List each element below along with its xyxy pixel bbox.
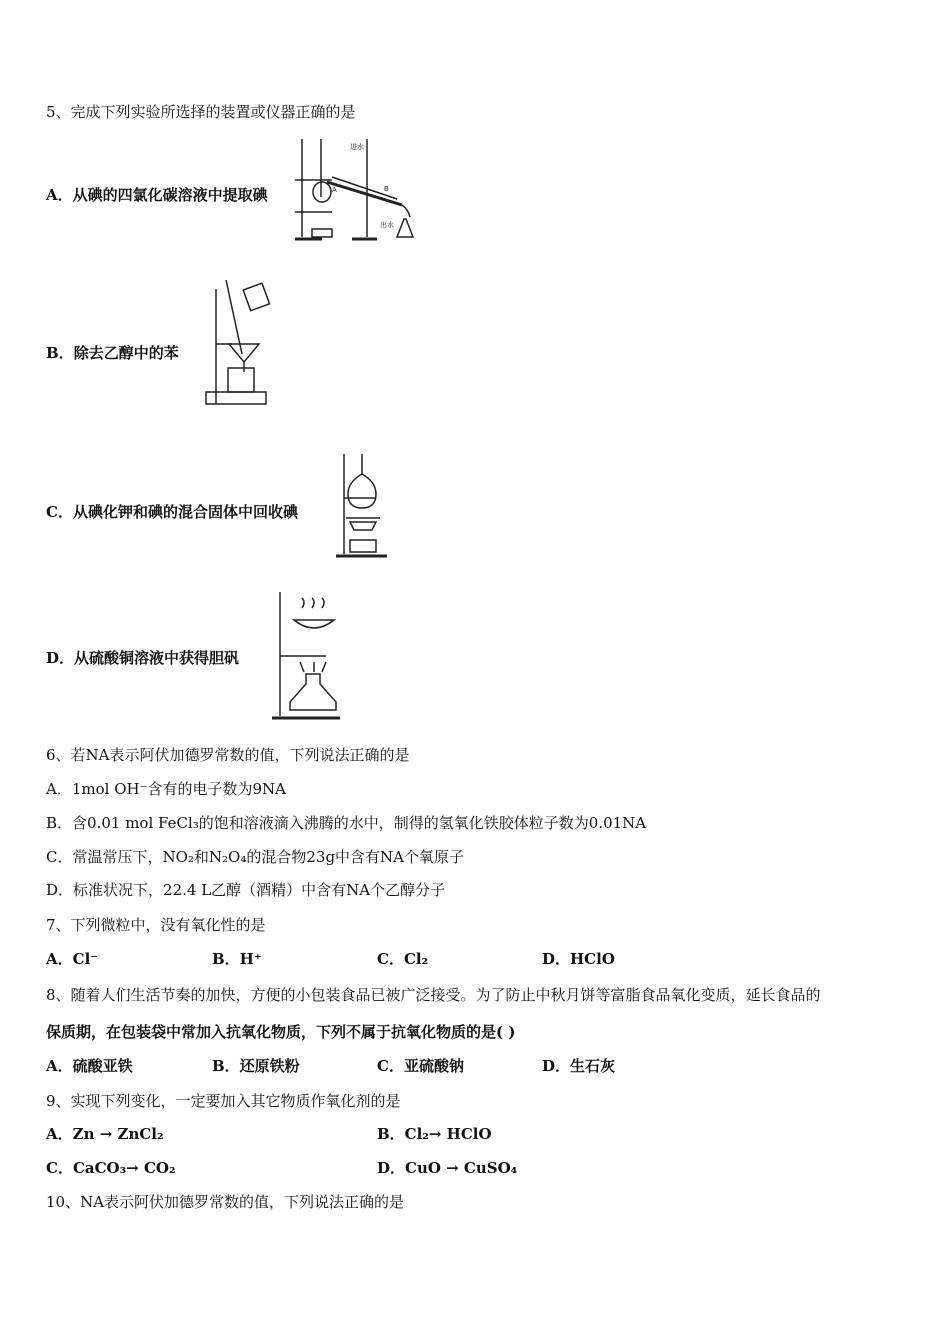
q5-stem: 5、完成下列实验所选择的装置或仪器正确的是 [46, 103, 356, 121]
q7-option-c: C．Cl₂ [377, 950, 429, 968]
q8-stem-line1: 8、随着人们生活节奏的加快，方便的小包装食品已被广泛接受。为了防止中秋月饼等富脂食品氧化变质，延长食品的 [46, 986, 821, 1004]
q5-option-d: D．从硫酸铜溶液中获得胆矾 [46, 649, 240, 667]
q7-option-b: B．H⁺ [212, 950, 262, 968]
distillation-apparatus-figure [292, 137, 417, 243]
q6-option-d: D．标准状况下，22.4 L乙醇（酒精）中含有NA个乙醇分子 [46, 881, 446, 899]
q9-option-a: A．Zn → ZnCl₂ [46, 1125, 164, 1143]
sublimation-apparatus-figure [332, 450, 392, 560]
q8-stem-line2: 保质期，在包装袋中常加入抗氧化物质，下列不属于抗氧化物质的是( ) [46, 1023, 516, 1041]
q9-stem: 9、实现下列变化，一定要加入其它物质作氧化剂的是 [46, 1092, 401, 1110]
q6-option-a: A．1mol OH⁻含有的电子数为9NA [46, 780, 286, 798]
q6-option-c: C．常温常压下，NO₂和N₂O₄的混合物23g中含有NA个氧原子 [46, 848, 465, 866]
q6-stem: 6、若NA表示阿伏加德罗常数的值，下列说法正确的是 [46, 746, 410, 764]
filtration-apparatus-figure [204, 274, 274, 410]
q6-option-b: B．含0.01 mol FeCl₃的饱和溶液滴入沸腾的水中，制得的氢氧化铁胶体粒子数为0.01NA [46, 814, 647, 832]
q9-option-d: D．CuO → CuSO₄ [377, 1159, 518, 1177]
q7-stem: 7、下列微粒中，没有氧化性的是 [46, 916, 266, 934]
q8-option-b: B．还原铁粉 [212, 1057, 300, 1075]
q8-option-c: C．亚硫酸钠 [377, 1057, 464, 1075]
label-b: B [384, 185, 389, 193]
q8-option-d: D．生石灰 [542, 1057, 616, 1075]
q5-option-b: B．除去乙醇中的苯 [46, 344, 179, 362]
q9-option-c: C．CaCO₃→ CO₂ [46, 1159, 176, 1177]
q5-option-c: C．从碘化钾和碘的混合固体中回收碘 [46, 503, 298, 521]
label-a: A [332, 186, 337, 194]
q7-option-a: A．Cl⁻ [46, 950, 99, 968]
q10-stem: 10、NA表示阿伏加德罗常数的值，下列说法正确的是 [46, 1193, 405, 1211]
q7-option-d: D．HClO [542, 950, 615, 968]
evaporation-apparatus-figure [270, 590, 342, 722]
water-in-label: 进水 [350, 143, 364, 151]
q9-option-b: B．Cl₂→ HClO [377, 1125, 492, 1143]
q8-option-a: A．硫酸亚铁 [46, 1057, 133, 1075]
water-out-label: 出水 [380, 221, 394, 229]
q5-option-a: A．从碘的四氯化碳溶液中提取碘 [46, 186, 268, 204]
